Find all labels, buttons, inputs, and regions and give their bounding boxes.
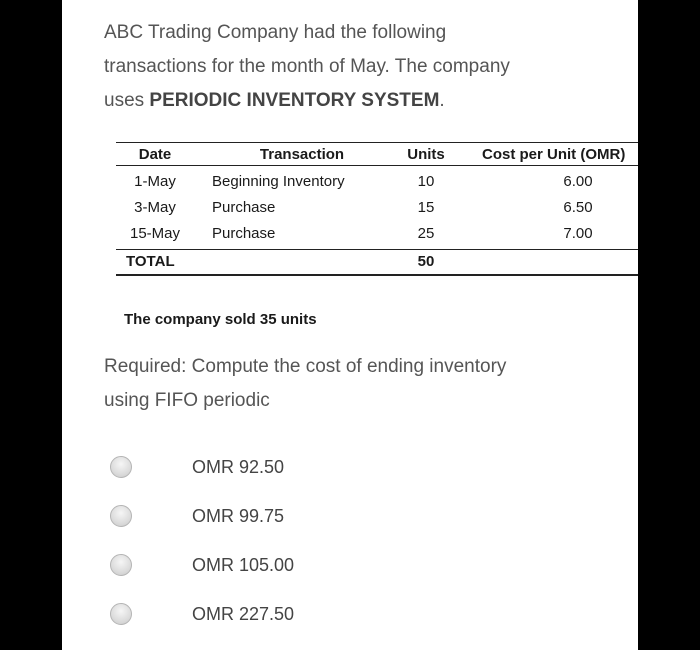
radio-button[interactable] xyxy=(110,554,132,576)
required-text xyxy=(104,350,604,418)
row-1-cost: 6.00 xyxy=(563,173,593,190)
answer-option-3[interactable] xyxy=(110,550,410,580)
table-top-rule xyxy=(116,142,638,143)
question-line-1: ABC Trading Company had the following xyxy=(104,22,447,43)
radio-button[interactable] xyxy=(110,505,132,527)
table-total-rule xyxy=(116,249,638,250)
row-3-transaction: Purchase xyxy=(212,225,276,242)
row-3-date: 15-May xyxy=(129,225,181,242)
question-line-3-suffix: . xyxy=(439,90,445,111)
answer-option-1[interactable] xyxy=(110,452,410,482)
total-label: TOTAL xyxy=(126,253,175,270)
answer-option-label: OMR 92.50 xyxy=(192,457,285,477)
row-2-units: 15 xyxy=(417,199,435,216)
row-2-cost: 6.50 xyxy=(563,199,593,216)
inventory-system-name: PERIODIC INVENTORY SYSTEM xyxy=(149,90,440,111)
question-line-3 xyxy=(104,84,614,118)
total-units: 50 xyxy=(417,253,435,270)
header-transaction: Transaction xyxy=(259,146,345,163)
answer-option-label: OMR 105.00 xyxy=(192,555,295,575)
row-2-transaction: Purchase xyxy=(212,199,276,216)
answer-option-label: OMR 99.75 xyxy=(192,506,285,526)
required-line-2: using FIFO periodic xyxy=(104,390,270,411)
question-text xyxy=(104,16,614,118)
units-sold-note: The company sold 35 units xyxy=(124,311,317,328)
table-header-rule xyxy=(116,165,638,166)
radio-button[interactable] xyxy=(110,456,132,478)
row-1-transaction: Beginning Inventory xyxy=(212,173,345,190)
answer-option-2[interactable] xyxy=(110,501,410,531)
header-units: Units xyxy=(407,146,445,163)
question-panel xyxy=(62,0,638,650)
row-3-units: 25 xyxy=(417,225,435,242)
required-line-1: Required: Compute the cost of ending inventory xyxy=(104,356,507,377)
transactions-table xyxy=(116,138,638,278)
row-1-units: 10 xyxy=(417,173,435,190)
row-3-cost: 7.00 xyxy=(563,225,593,242)
answer-option-4[interactable] xyxy=(110,599,410,629)
header-date: Date xyxy=(138,146,172,163)
answer-option-label: OMR 227.50 xyxy=(192,604,295,624)
question-line-2: transactions for the month of May. The company xyxy=(104,56,510,77)
header-cost-per-unit: Cost per Unit (OMR) xyxy=(482,146,626,163)
question-line-3-prefix: uses xyxy=(104,90,150,111)
table-bottom-rule xyxy=(116,274,638,276)
row-1-date: 1-May xyxy=(134,173,176,190)
row-2-date: 3-May xyxy=(134,199,176,216)
radio-button[interactable] xyxy=(110,603,132,625)
